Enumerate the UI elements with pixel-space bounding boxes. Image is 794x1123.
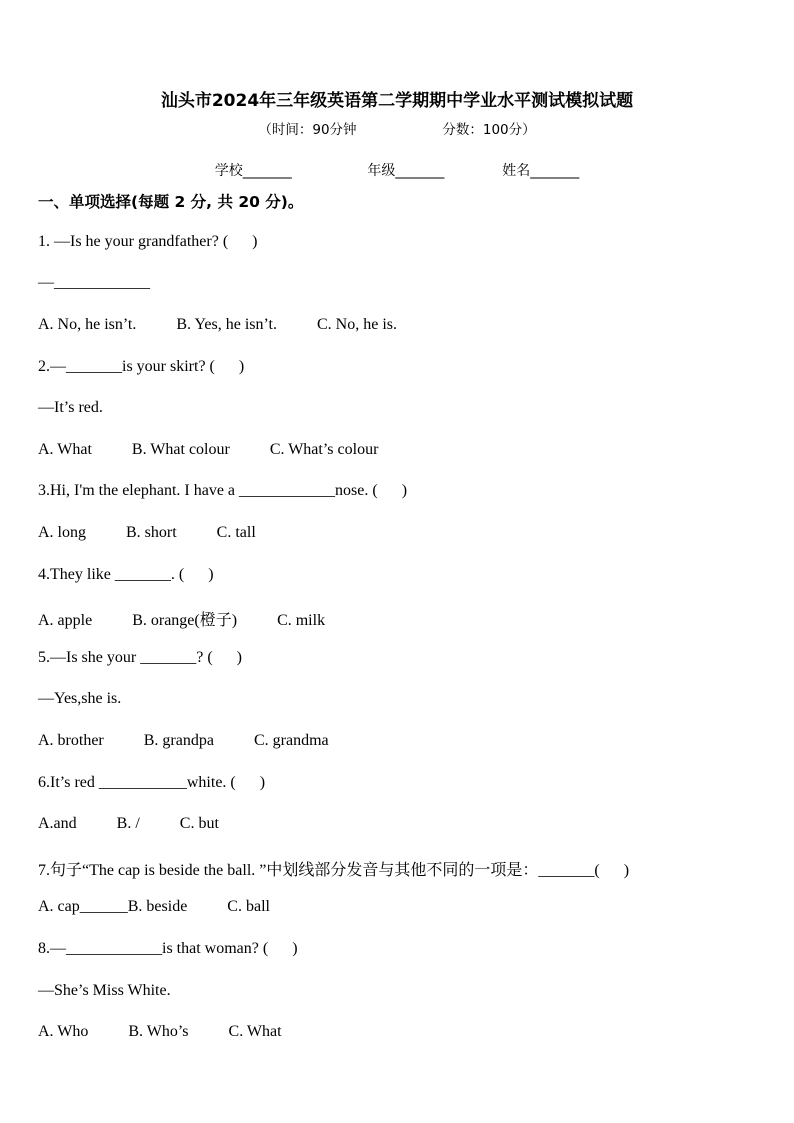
question-1: 1. —Is he your grandfather? ( ) [38, 233, 258, 250]
options-5: A. brother B. grandpa C. grandma [38, 732, 329, 749]
question-3: 3.Hi, I'm the elephant. I have a ____________nose. ( ) [38, 482, 408, 499]
student-info-line: 学校_______ 年级_______ 姓名_______ [214, 163, 580, 179]
options-4: A. apple B. orange(橙子) C. milk [38, 612, 326, 629]
question-8: 8.—____________is that woman? ( ) [38, 940, 298, 957]
options-3: A. long B. short C. tall [38, 524, 256, 541]
exam-time-score: （时间：90分钟 分数：100分） [258, 122, 536, 138]
page-title: 汕头市2024年三年级英语第二学期期中学业水平测试模拟试题 [160, 91, 634, 111]
question-5: 5.—Is she your _______? ( ) [38, 649, 242, 666]
answer-line: —It’s red. [38, 399, 103, 416]
question-2: 2.—_______is your skirt? ( ) [38, 358, 245, 375]
answer-line: —____________ [38, 274, 150, 291]
answer-line: —She’s Miss White. [38, 982, 171, 999]
section-heading: 一、单项选择(每题 2 分, 共 20 分)。 [38, 193, 304, 211]
options-8: A. Who B. Who’s C. What [38, 1023, 282, 1040]
question-7: 7.句子“The cap is beside the ball. ”中划线部分发音与其他不同的一项是：_______( ) [38, 862, 630, 879]
options-7: A. cap______B. beside C. ball [38, 898, 270, 915]
question-4: 4.They like _______. ( ) [38, 566, 214, 583]
options-2: A. What B. What colour C. What’s colour [38, 441, 379, 458]
options-1: A. No, he isn’t. B. Yes, he isn’t. C. No, he is. [38, 316, 397, 333]
options-6: A.and B. / C. but [38, 815, 219, 832]
question-6: 6.It’s red ___________white. ( ) [38, 774, 266, 791]
answer-line: —Yes,she is. [38, 690, 122, 707]
